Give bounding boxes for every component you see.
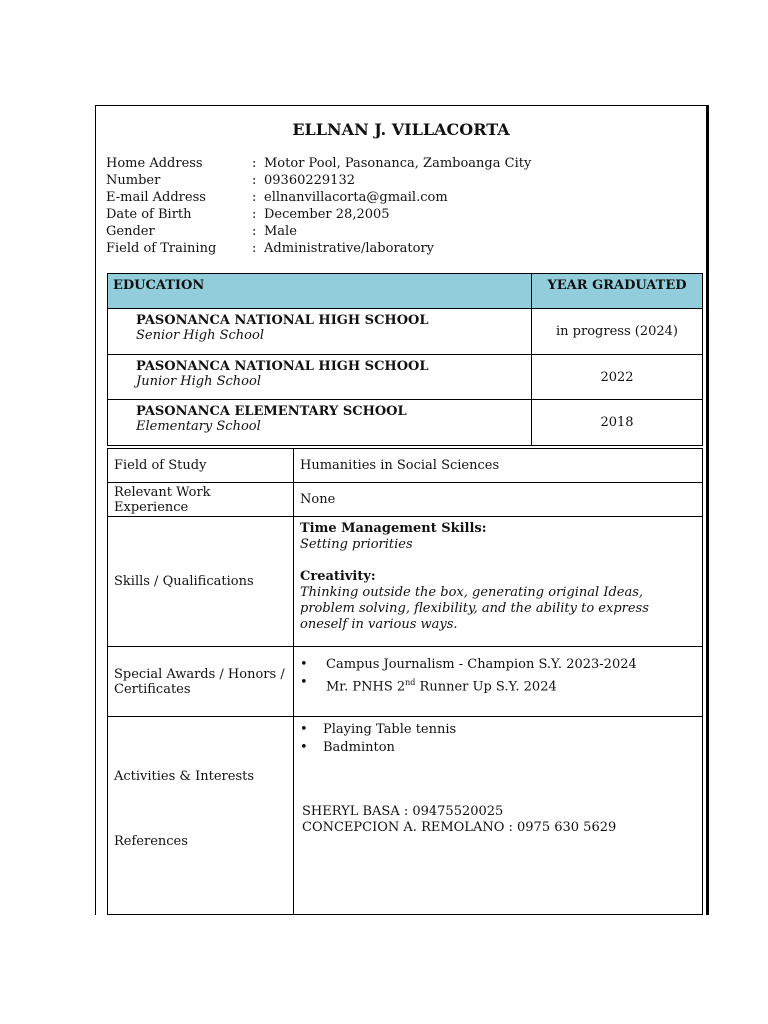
school-cell xyxy=(108,400,532,446)
skill-description: Thinking outside the box, generating original Ideas, problem solving, flexibility, and the ability to express oneself in various ways. xyxy=(300,585,649,632)
year-graduated: 2018 xyxy=(532,400,703,446)
info-row xyxy=(106,172,531,189)
award-item xyxy=(300,674,696,696)
info-colon: : xyxy=(252,173,257,188)
field-of-study-value: Humanities in Social Sciences xyxy=(294,449,703,483)
details-table xyxy=(107,448,703,915)
skill-description: Setting priorities xyxy=(300,537,413,552)
year-header-label: YEAR GRADUATED xyxy=(532,274,703,309)
info-label: Number xyxy=(106,173,161,188)
info-colon: : xyxy=(252,207,257,222)
award-text-pre: Mr. PNHS 2 xyxy=(326,679,406,695)
info-row xyxy=(106,189,531,206)
award-item xyxy=(300,656,696,674)
applicant-name: ELLNAN J. VILLACORTA xyxy=(292,120,510,139)
references-list xyxy=(300,804,696,836)
activity-item: • Badminton xyxy=(300,739,696,757)
school-name: PASONANCA ELEMENTARY SCHOOL xyxy=(136,404,407,419)
awards-label: Special Awards / Honors / Certificates xyxy=(108,647,294,717)
award-text: Campus Journalism - Champion S.Y. 2023-2024 xyxy=(326,657,637,672)
info-row xyxy=(106,240,531,257)
award-text-post: Runner Up S.Y. 2024 xyxy=(415,679,557,695)
info-row xyxy=(106,155,531,172)
activity-item: • Playing Table tennis xyxy=(300,721,696,739)
work-experience-row xyxy=(108,483,703,517)
info-value: Administrative/laboratory xyxy=(264,241,435,256)
info-value: ellnanvillacorta@gmail.com xyxy=(264,190,448,205)
year-graduated: in progress (2024) xyxy=(532,309,703,355)
awards-value xyxy=(294,647,703,717)
info-colon: : xyxy=(252,241,257,256)
reference-item: CONCEPCION A. REMOLANO : 0975 630 5629 xyxy=(302,820,617,835)
info-label: E-mail Address xyxy=(106,190,206,205)
skill-title: Creativity: xyxy=(300,569,376,584)
info-label: Field of Training xyxy=(106,241,217,256)
info-colon: : xyxy=(252,224,257,239)
info-label: Date of Birth xyxy=(106,207,192,222)
school-level: Senior High School xyxy=(136,328,264,343)
education-row xyxy=(108,309,703,355)
activities-references-row xyxy=(108,717,703,915)
field-of-study-label: Field of Study xyxy=(108,449,294,483)
activities-label: Activities & Interests xyxy=(114,769,255,784)
info-row xyxy=(106,206,531,223)
skills-value xyxy=(294,517,703,647)
awards-row xyxy=(108,647,703,717)
resume-page xyxy=(95,105,709,915)
school-level: Junior High School xyxy=(136,374,261,389)
award-text-sup: nd xyxy=(405,678,416,687)
info-colon: : xyxy=(252,190,257,205)
school-name: PASONANCA NATIONAL HIGH SCHOOL xyxy=(136,313,429,328)
info-value: December 28,2005 xyxy=(264,207,390,222)
school-cell xyxy=(108,309,532,355)
awards-list xyxy=(300,656,696,696)
skills-label: Skills / Qualifications xyxy=(108,517,294,647)
education-table xyxy=(107,273,703,446)
education-header-label: EDUCATION xyxy=(108,274,532,309)
info-value: Male xyxy=(264,224,297,239)
info-value: Motor Pool, Pasonanca, Zamboanga City xyxy=(264,156,532,171)
work-experience-value: None xyxy=(294,483,703,517)
work-experience-label: Relevant Work Experience xyxy=(108,483,294,517)
activities-references-labels xyxy=(108,717,294,915)
references-label: References xyxy=(114,834,188,849)
school-name: PASONANCA NATIONAL HIGH SCHOOL xyxy=(136,359,429,374)
personal-info xyxy=(106,155,531,257)
activities-references-value xyxy=(294,717,703,915)
skills-row xyxy=(108,517,703,647)
info-label: Home Address xyxy=(106,156,203,171)
school-level: Elementary School xyxy=(136,419,261,434)
info-label: Gender xyxy=(106,224,155,239)
info-colon: : xyxy=(252,156,257,171)
skill-title: Time Management Skills: xyxy=(300,521,487,536)
activities-list xyxy=(300,721,696,757)
education-header xyxy=(108,274,703,309)
education-row xyxy=(108,400,703,446)
field-of-study-row xyxy=(108,449,703,483)
year-graduated: 2022 xyxy=(532,355,703,400)
info-row xyxy=(106,223,531,240)
education-row xyxy=(108,355,703,400)
info-value: 09360229132 xyxy=(264,173,355,188)
reference-item: SHERYL BASA : 09475520025 xyxy=(302,804,504,819)
school-cell xyxy=(108,355,532,400)
